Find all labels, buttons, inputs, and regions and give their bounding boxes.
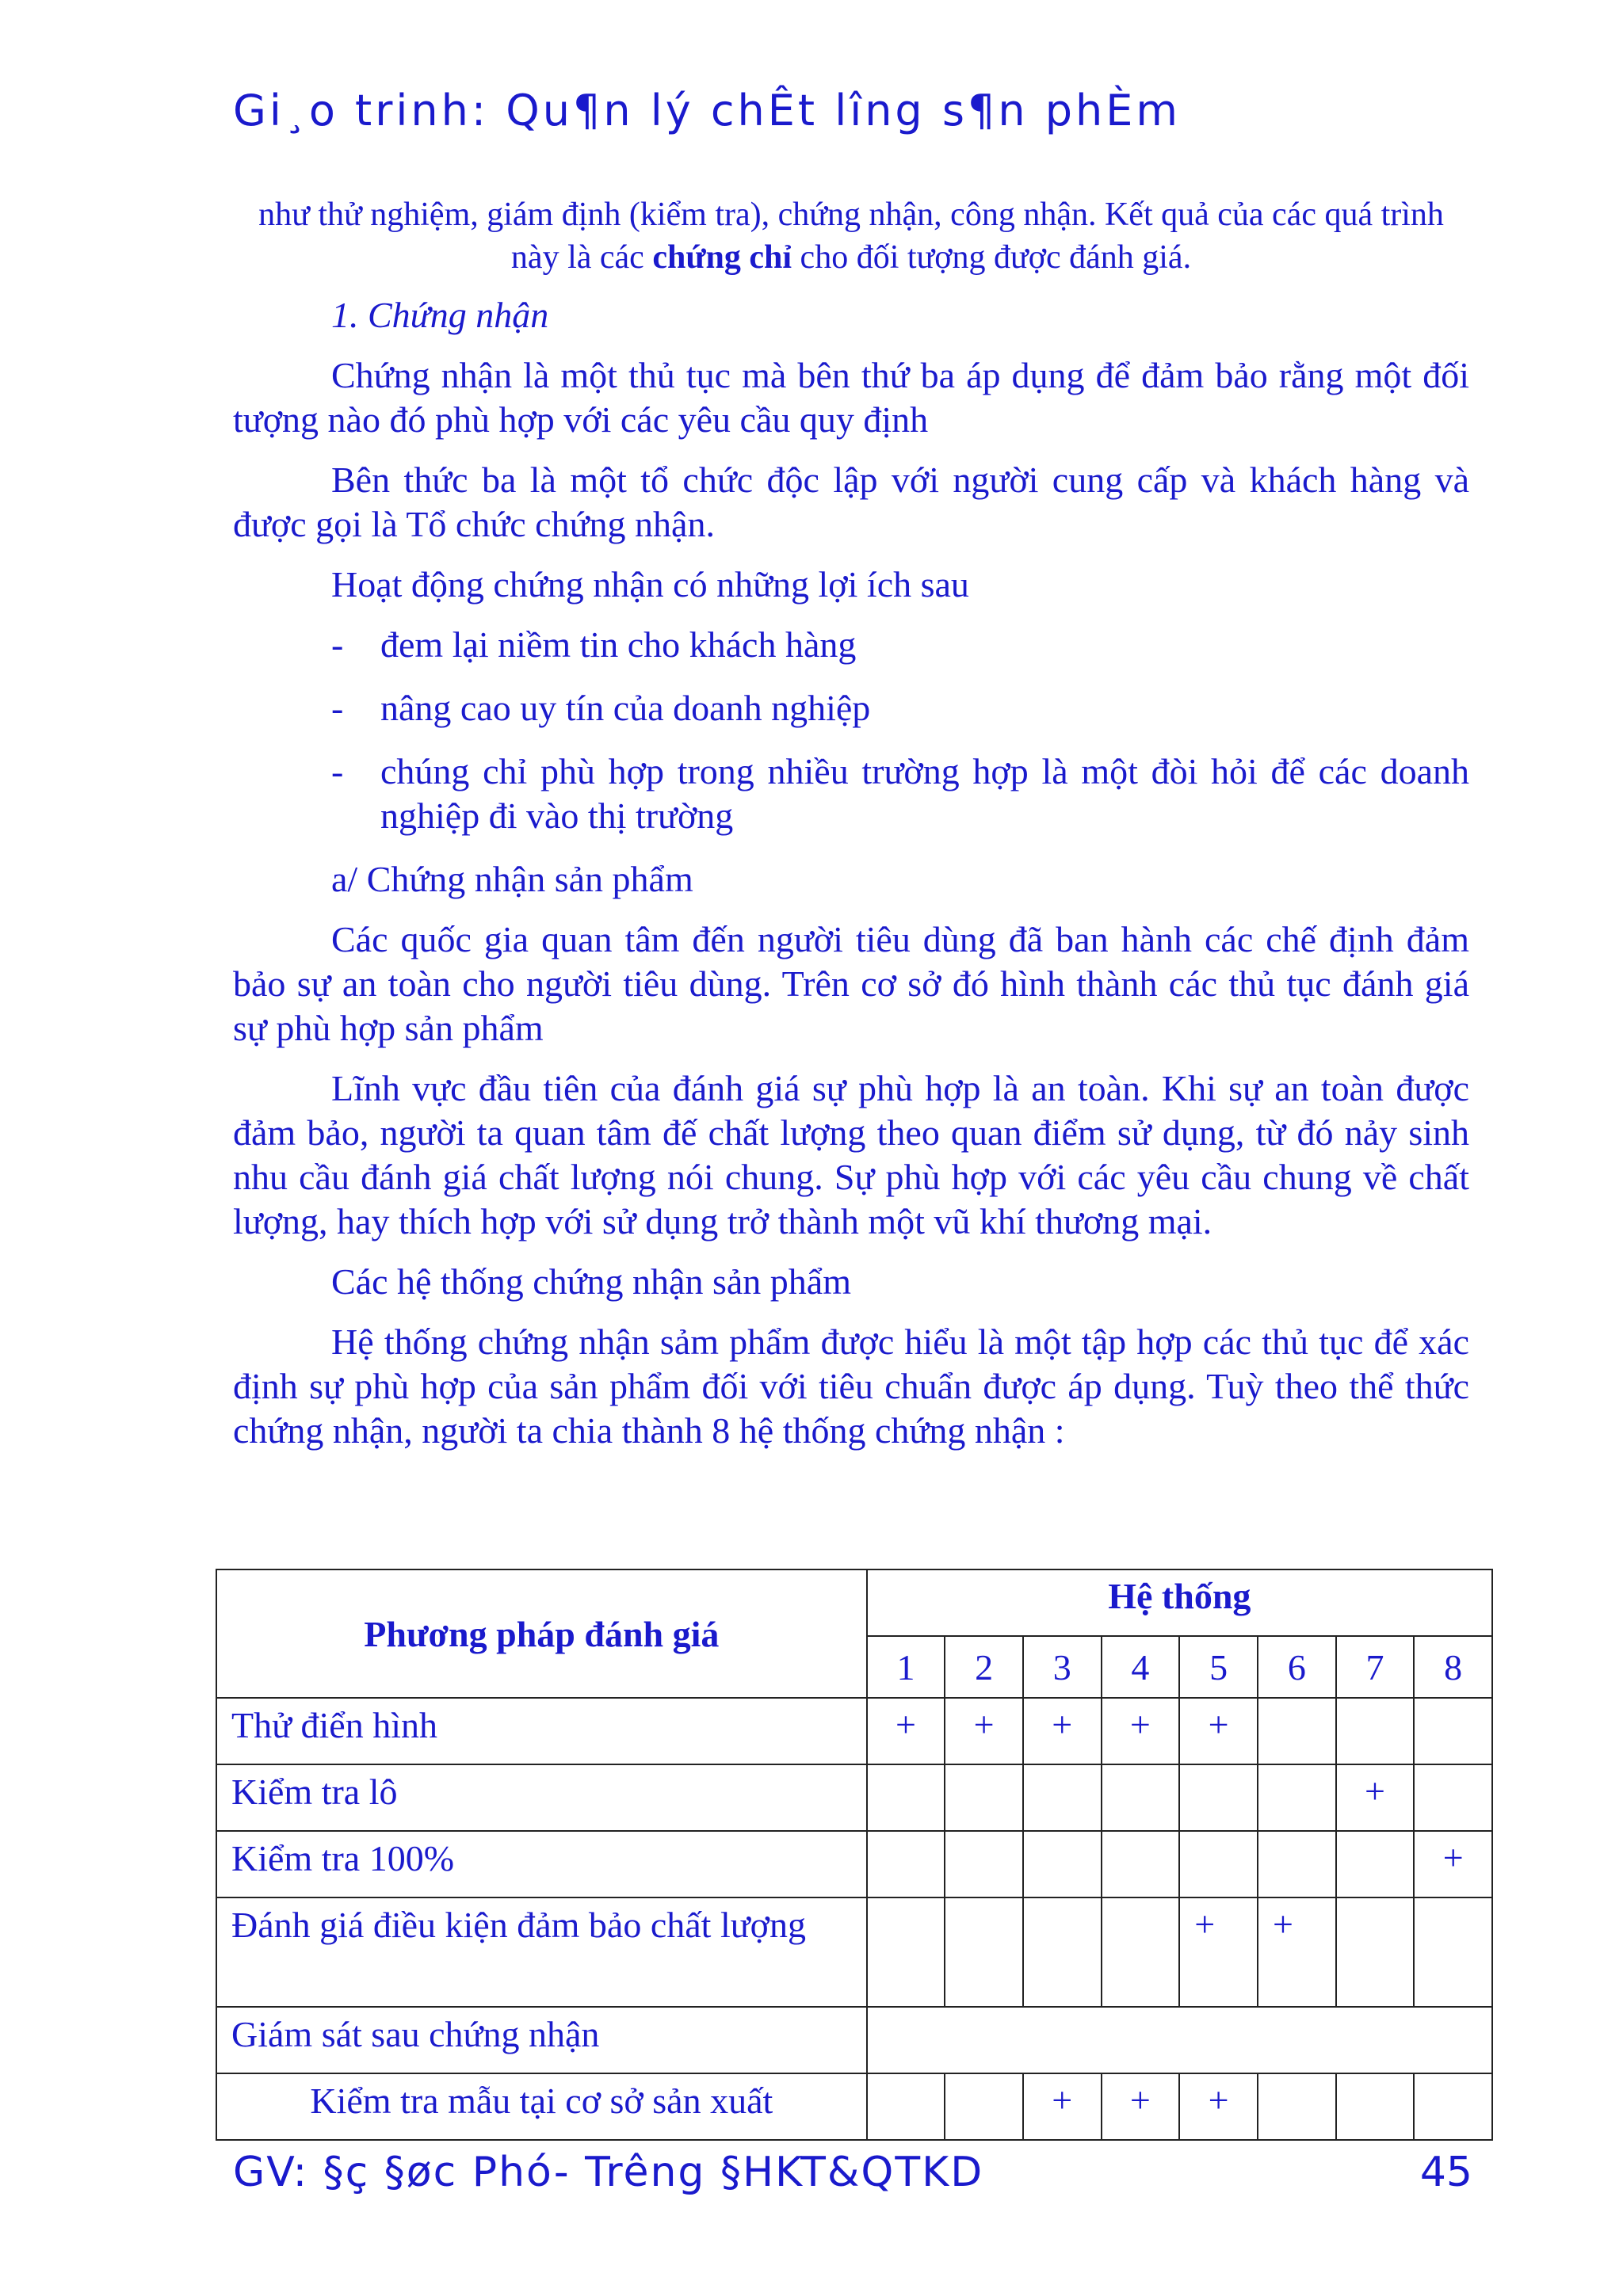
bullet-text: chúng chỉ phù hợp trong nhiều trường hợp là một đòi hỏi để các doanh nghiệp đi vào thị trường — [380, 751, 1469, 836]
page-header-title: Gi¸o trinh: Qu¶n lý chÊt lîng s¶n phÈm — [233, 86, 1181, 135]
intro-text-2: cho đối tượng được đánh giá. — [800, 239, 1192, 276]
mark-cell — [1179, 1831, 1258, 1897]
mark-cell: + — [1102, 1698, 1180, 1764]
table-header-row — [216, 1569, 1492, 1636]
paragraph-third-party: Bên thức ba là một tổ chức độc lập với người cung cấp và khách hàng và được gọi là Tổ chức chứng nhận. — [233, 460, 1469, 544]
intro-text-1: như thử nghiệm, giám định (kiểm tra), chứng nhận, công nhận. Kết quả của các quá trình này là các — [258, 196, 1444, 276]
mark-cell — [1023, 1831, 1102, 1897]
bullet-text: nâng cao uy tín của doanh nghiệp — [380, 688, 871, 728]
mark-cell — [1414, 1897, 1492, 2007]
footer-author: GV: §ç §øc Phó- Trêng §HKT&QTKD — [233, 2149, 984, 2196]
method-cell: Kiểm tra 100% — [216, 1831, 867, 1897]
mark-cell — [867, 1831, 945, 1897]
mark-cell — [945, 1764, 1023, 1831]
paragraph-consumer-protection: Các quốc gia quan tâm đến người tiêu dùng đã ban hành các chế định đảm bảo sự an toàn cho người tiêu dùng. Trên cơ sở đó hình thành các thủ tục đánh giá sự phù hợp sản phẩm — [233, 919, 1469, 1048]
table-row — [216, 1764, 1492, 1831]
system-number: 7 — [1336, 1636, 1415, 1698]
mark-cell — [1336, 1698, 1415, 1764]
bullet-text: đem lại niềm tin cho khách hàng — [380, 624, 857, 665]
system-number: 2 — [945, 1636, 1023, 1698]
paragraph-definition: Chứng nhận là một thủ tục mà bên thứ ba áp dụng để đảm bảo rằng một đối tượng nào đó phù hợp với các yêu cầu quy định — [233, 355, 1469, 440]
table-row — [216, 1897, 1492, 2007]
system-number: 5 — [1179, 1636, 1258, 1698]
mark-cell — [1414, 2073, 1492, 2140]
mark-cell: + — [945, 1698, 1023, 1764]
mark-cell — [1414, 1698, 1492, 1764]
merged-mark-cell — [867, 2007, 1492, 2073]
mark-cell: + — [1258, 1897, 1336, 2007]
bullet-dash: - — [331, 688, 344, 728]
certification-systems-table — [216, 1569, 1493, 2141]
mark-cell — [945, 1897, 1023, 2007]
mark-cell — [1023, 1764, 1102, 1831]
intro-bold-term: chứng chỉ — [652, 239, 792, 276]
page-number: 45 — [1419, 2149, 1472, 2196]
bullet-dash: - — [331, 624, 344, 665]
mark-cell — [1102, 1831, 1180, 1897]
intro-paragraph — [233, 193, 1469, 279]
method-cell: Kiểm tra mẫu tại cơ sở sản xuất — [216, 2073, 867, 2140]
mark-cell — [1336, 2073, 1415, 2140]
mark-cell: + — [1102, 2073, 1180, 2140]
mark-cell — [867, 2073, 945, 2140]
subsection-heading: a/ Chứng nhận sản phẩm — [331, 859, 693, 899]
table-row — [216, 2007, 1492, 2073]
system-number: 4 — [1102, 1636, 1180, 1698]
method-cell: Giám sát sau chứng nhận — [216, 2007, 867, 2073]
method-cell: Kiểm tra lô — [216, 1764, 867, 1831]
paragraph-systems-intro: Các hệ thống chứng nhận sản phẩm — [331, 1261, 851, 1302]
mark-cell: + — [1179, 1698, 1258, 1764]
bullet-item — [233, 623, 1469, 667]
mark-cell — [867, 1897, 945, 2007]
table-row — [216, 1698, 1492, 1764]
mark-cell — [1258, 1831, 1336, 1897]
mark-cell: + — [1023, 1698, 1102, 1764]
system-number: 6 — [1258, 1636, 1336, 1698]
mark-cell — [945, 2073, 1023, 2140]
mark-cell — [1102, 1897, 1180, 2007]
paragraph-benefits-intro: Hoạt động chứng nhận có những lợi ích sau — [331, 564, 969, 605]
mark-cell: + — [1414, 1831, 1492, 1897]
mark-cell — [1336, 1831, 1415, 1897]
system-number: 8 — [1414, 1636, 1492, 1698]
mark-cell — [1258, 2073, 1336, 2140]
mark-cell: + — [1179, 2073, 1258, 2140]
mark-cell: + — [1023, 2073, 1102, 2140]
mark-cell — [1258, 1698, 1336, 1764]
mark-cell: + — [867, 1698, 945, 1764]
system-column-header: Hệ thống — [867, 1569, 1492, 1636]
mark-cell — [1336, 1897, 1415, 2007]
mark-cell — [1414, 1764, 1492, 1831]
system-number: 3 — [1023, 1636, 1102, 1698]
bullet-item — [233, 686, 1469, 730]
mark-cell — [1023, 1897, 1102, 2007]
mark-cell: + — [1336, 1764, 1415, 1831]
paragraph-systems-definition: Hệ thống chứng nhận sảm phẩm được hiểu là một tập hợp các thủ tục để xác định sự phù hợp của sản phẩm đối với tiêu chuẩn được áp dụng. Tuỳ theo thể thức chứng nhận, người ta chia thành 8 hệ thống chứng nhận : — [233, 1322, 1469, 1451]
table-row — [216, 2073, 1492, 2140]
mark-cell: + — [1179, 1897, 1258, 2007]
mark-cell — [945, 1831, 1023, 1897]
mark-cell — [1258, 1764, 1336, 1831]
mark-cell — [1102, 1764, 1180, 1831]
bullet-dash: - — [331, 751, 344, 791]
method-cell: Thử điển hình — [216, 1698, 867, 1764]
paragraph-safety: Lĩnh vực đầu tiên của đánh giá sự phù hợp là an toàn. Khi sự an toàn được đảm bảo, người ta quan tâm đế chất lượng theo quan điểm sử dụng, từ đó nảy sinh nhu cầu đánh giá chất lượng nói chung. Sự phù hợp với các yêu cầu chung về chất lượng, hay thích hợp với sử dụng trở thành một vũ khí thương mại. — [233, 1068, 1469, 1241]
method-cell: Đánh giá điều kiện đảm bảo chất lượng — [216, 1897, 867, 2007]
section-heading: 1. Chứng nhận — [331, 295, 549, 335]
method-column-header: Phương pháp đánh giá — [216, 1569, 867, 1698]
mark-cell — [1179, 1764, 1258, 1831]
bullet-item — [233, 749, 1469, 838]
system-number: 1 — [867, 1636, 945, 1698]
main-body — [233, 293, 1469, 1469]
table-row — [216, 1831, 1492, 1897]
mark-cell — [867, 1764, 945, 1831]
